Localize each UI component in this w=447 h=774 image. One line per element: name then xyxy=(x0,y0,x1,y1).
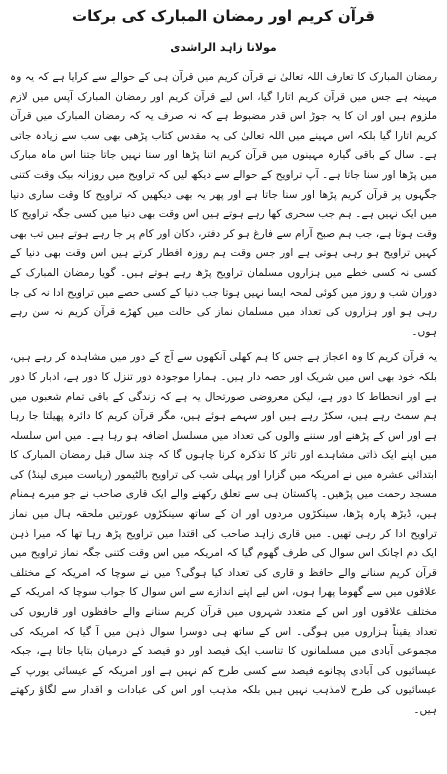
article-paragraph-2: یہ قرآن کریم کا وہ اعجاز ہے جس کا ہم کھلی آنکھوں سے آج کے دور میں مشاہدہ کر رہے ہیں، بلکہ خود بھی اس میں شریک اور حصہ دار ہیں۔ ہمارا موجودہ دور تنزل کا دور ہے، ادبار کا دور ہے اور انحطاط کا دور ہے، لیکن معروضی صورتحال یہ ہے کہ زندگی کے باقی تمام شعبوں میں ہم سمٹ رہے ہیں، سکڑ رہے ہیں اور سہمے ہوئے ہیں، مگر قرآن کریم کا دائرہ پھیلتا جا رہا ہے اور اس کے پڑھنے اور سننے والوں کی تعداد میں مسلسل اضافہ ہو رہا ہے۔ میں اس سلسلہ میں اپنے ایک ذاتی مشاہدے اور تاثر کا تذکرہ کرنا چاہوں گا کہ چند سال قبل رمضان المبارک کا ابتدائی عشرہ میں نے امریکہ میں گزارا اور پہلی شب کی تراویح بالٹیمور (ریاست میری لینڈ) کی مسجد رحمت میں پڑھیں۔ پاکستان ہی سے تعلق رکھنے والے ایک قاری صاحب نے جو میرے ہمنام ہیں، ڈیڑھ پارہ پڑھا، سینکڑوں مردوں اور ان کے ساتھ سینکڑوں عورتیں ملحقہ ہال میں نماز تراویح ادا کر رہی تھیں۔ میں قاری زاہد صاحب کی اقتدا میں تراویح پڑھ رہا تھا کہ میرا ذہن ایک دم اچانک اس سوال کی طرف گھوم گیا کہ امریکہ میں اس وقت کتنی جگہ نماز تراویح میں قرآن کریم سنانے والے حافظ و قاری کی تعداد کیا ہوگی؟ میں نے سوچا کہ امریکہ کے مختلف علاقوں میں سے گھوما پھرا ہوں، اس لیے اپنے اندازے سے اس سوال کا جواب سوچا کہ امریکہ کے مختلف علاقوں اور اس کے متعدد شہروں میں قرآن کریم سنانے والے حافظوں اور قاریوں کی تعداد یقیناً ہزاروں میں ہوگی۔ اس کے ساتھ ہی دوسرا سوال ذہن میں آ گیا کہ امریکہ کی مجموعی آبادی میں مسلمانوں کا تناسب ایک فیصد اور دو فیصد کے درمیان بتایا جاتا ہے، جبکہ عیسائیوں کی آبادی پچانوے فیصد سے کسی طرح کم نہیں ہے اور امریکہ کے عیسائی یورپ کے عیسائیوں کی طرح لامذہب نہیں ہیں بلکہ مذہب اور اس کی عبادات و اقدار سے لگاؤ رکھتے ہیں۔ xyxy=(10,351,437,716)
author-byline: مولانا زاہد الراشدی xyxy=(170,41,277,54)
article-title: قرآن کریم اور رمضان المبارک کی برکات xyxy=(72,7,375,25)
article-paragraph-1: رمضان المبارک کا تعارف اللہ تعالیٰ نے قرآن کریم میں قرآن ہی کے حوالے سے کرایا ہے کہ یہ وہ مہینہ ہے جس میں قرآن کریم اتارا گیا، اس لیے قرآن کریم اور رمضان المبارک آپس میں لازم ملزوم ہیں اور ان کا یہ جوڑ اس قدر مضبوط ہے کہ نہ صرف یہ کہ رمضان المبارک میں قرآن کریم اتارا گیا بلکہ اس مہینے میں اللہ تعالیٰ کی یہ مقدس کتاب پڑھی بھی سب سے زیادہ جاتی ہے۔ سال کے باقی گیارہ مہینوں میں قرآن کریم اتنا پڑھا اور سنا نہیں جاتا جتنا اس ماہ مبارک میں پڑھا اور سنا جاتا ہے۔ آپ تراویح کے حوالے سے دیکھ لیں کہ تراویح میں روزانہ بیک وقت کتنی جگہوں پر قرآن کریم پڑھا اور سنا جاتا ہے اور پھر یہ بھی دیکھیں کہ تراویح کا وقت ساری دنیا میں ایک نہیں ہے۔ ہم جب سحری کھا رہے ہوتے ہیں اس وقت بھی دنیا میں کسی جگہ تراویح کا وقت ہوتا ہے، جب ہم صبح آرام سے فارغ ہو کر دفتر، دکان اور کام پر جا رہے ہوتے ہیں تب بھی کہیں تراویح ہو رہی ہوتی ہے اور جس وقت ہم روزہ افطار کرتے ہیں اس وقت بھی دنیا کے کسی نہ کسی خطے میں ہزاروں مسلمان تراویح پڑھ رہے ہوتے ہیں۔ گویا رمضان المبارک کے دوران شب و روز میں کوئی لمحہ ایسا نہیں ہوتا جب دنیا کے کسی حصے میں تراویح ادا نہ کی جا رہی ہو اور ہزاروں کی تعداد میں مسلمان نماز کی حالت میں کھڑے قرآن کریم نہ سن رہے ہوں۔ xyxy=(10,71,437,338)
